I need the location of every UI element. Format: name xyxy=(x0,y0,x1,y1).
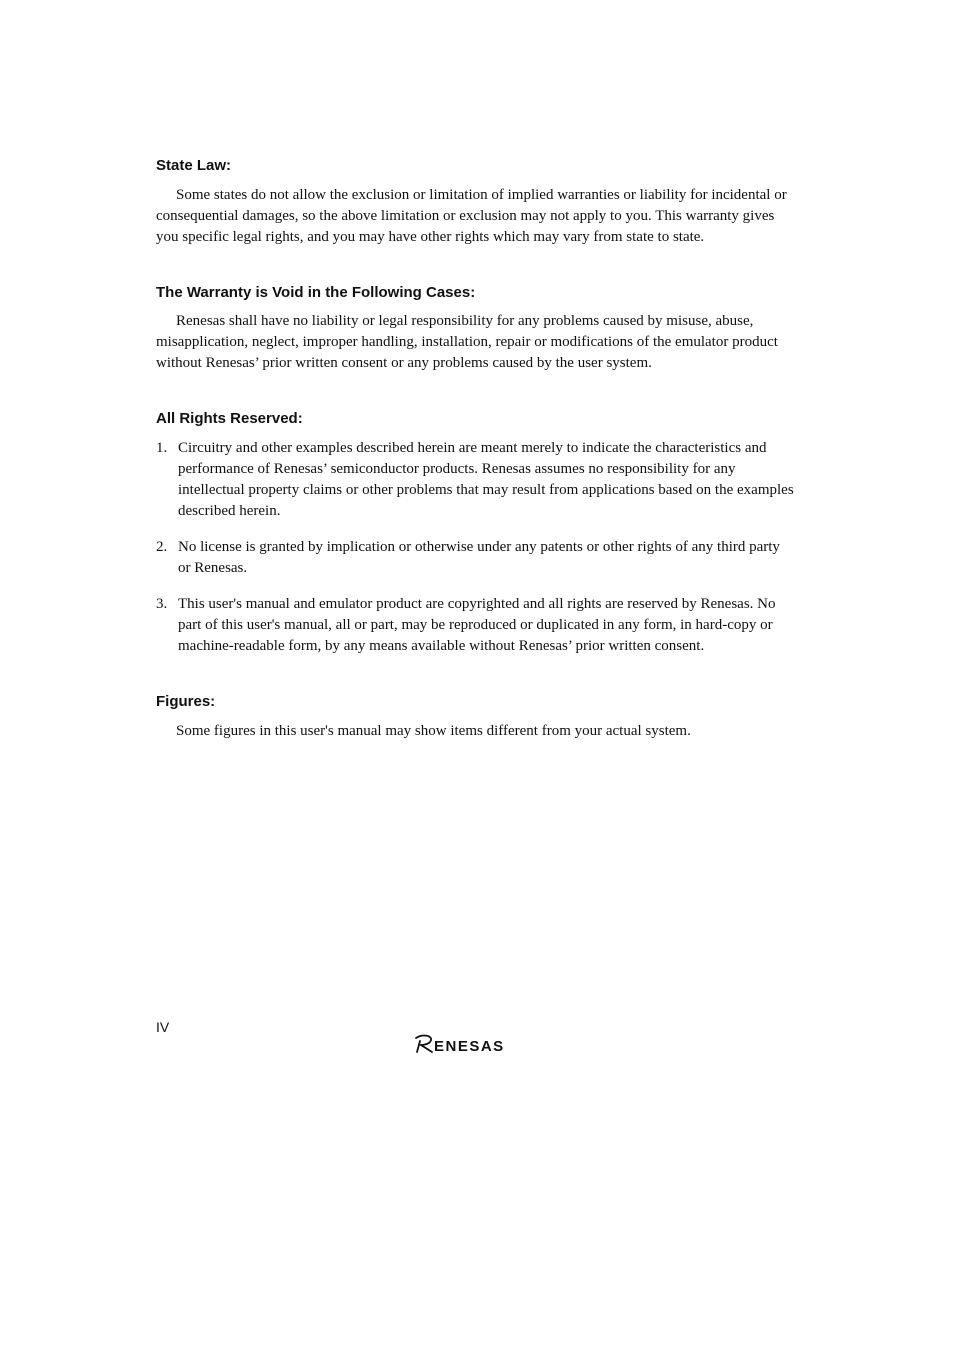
page-number: IV xyxy=(156,1019,170,1035)
renesas-logo xyxy=(414,1033,534,1055)
list-item xyxy=(156,537,796,579)
heading-warranty-void: The Warranty is Void in the Following Cases: xyxy=(156,284,476,301)
list-item-number: 3. xyxy=(156,596,168,612)
list-item-text: Circuitry and other examples described herein are meant merely to indicate the characteristics and performance of Renesas’ semiconductor products. Renesas assumes no responsibility for any intellectual property claims or other problems that may result from applications based on the examples described herein. xyxy=(178,440,794,519)
list-item-number: 1. xyxy=(156,440,168,456)
paragraph-warranty-void: Renesas shall have no liability or legal responsibility for any problems caused by misuse, abuse, misapplication, neglect, improper handling, installation, repair or modifications of the emulator product without Renesas’ prior written consent or any problems caused by the user system. xyxy=(156,313,778,371)
list-item xyxy=(156,594,796,657)
list-item-number: 2. xyxy=(156,539,168,555)
svg-text:ENESAS: ENESAS xyxy=(434,1038,505,1055)
heading-all-rights-reserved: All Rights Reserved: xyxy=(156,410,303,427)
list-item-text: No license is granted by implication or otherwise under any patents or other rights of any third party or Renesas. xyxy=(178,539,780,576)
heading-figures: Figures: xyxy=(156,693,216,710)
list-item xyxy=(156,438,796,522)
list-item-text: This user's manual and emulator product are copyrighted and all rights are reserved by Renesas. No part of this user's manual, all or part, may be reproduced or duplicated in any form, in hard-copy or machine-readable form, by any means available without Renesas’ prior written consent. xyxy=(178,596,776,654)
paragraph-figures: Some figures in this user's manual may show items different from your actual system. xyxy=(176,723,691,739)
heading-state-law: State Law: xyxy=(156,157,232,174)
paragraph-state-law: Some states do not allow the exclusion or limitation of implied warranties or liability for incidental or consequential damages, so the above limitation or exclusion may not apply to you. This warranty gives you specific legal rights, and you may have other rights which may vary from state to state. xyxy=(156,187,787,245)
